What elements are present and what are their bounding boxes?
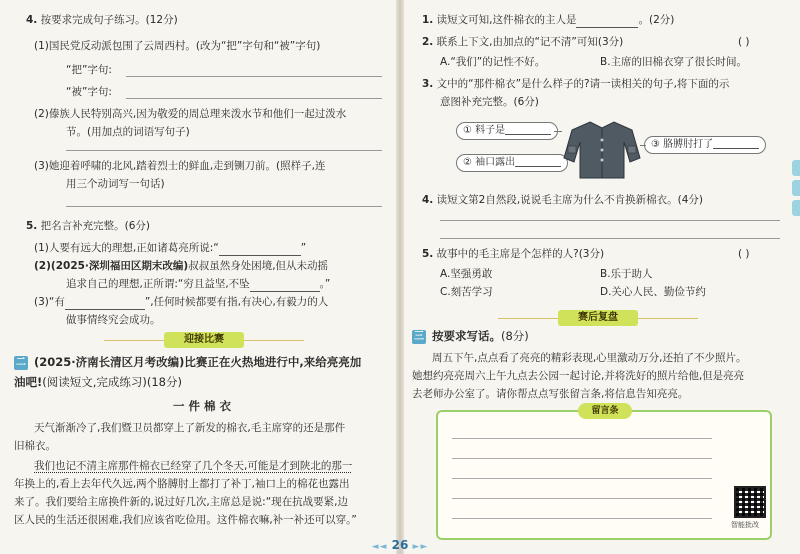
ba-answer-line[interactable]: [126, 76, 382, 77]
r-q1-number: 1.: [422, 14, 434, 26]
q5-heading: [26, 218, 150, 234]
q4-s3a: (3)她迎着呼啸的北风,踏着烈士的鲜血,走到铡刀前。(照样子,连: [34, 160, 326, 172]
qr-code-icon[interactable]: [734, 486, 766, 518]
section-three-title: 按要求写话。: [432, 329, 501, 343]
r-q4-answer-line-2[interactable]: [440, 238, 780, 239]
diagram-box-elbow: [644, 136, 766, 154]
section-two-head-b-rest: (阅读短文,完成练习)(18分): [42, 375, 182, 389]
r-q2-optA: A.“我们”的记性不好。: [440, 56, 546, 68]
r-q4-number: 4.: [422, 194, 434, 206]
q4-s2b: 节。(用加点的词语写句子): [66, 126, 190, 138]
next-arrows-icon: ►►: [412, 542, 429, 552]
prev-arrows-icon: ◄◄: [371, 542, 388, 552]
s3-answer-line[interactable]: [66, 206, 382, 207]
cotton-jacket-illustration: [562, 118, 642, 180]
q5-number: 5.: [26, 220, 38, 232]
r-q5-optA: A.坚强勇敢: [440, 268, 493, 280]
section-two-badge: 二: [16, 357, 26, 368]
bei-label: “被”字句:: [66, 86, 112, 98]
section-two-head-a: (2025·济南长清区月考改编)比赛正在火热地进行中,来给亮亮加: [34, 355, 362, 369]
r-q2: [422, 34, 623, 50]
story-p2c: 来了。我们要给主席换件新的,说过好几次,主席总是说:“现在抗战要紧,边: [14, 496, 348, 508]
q5-s1-end: ”: [300, 242, 307, 254]
side-tab-2: [792, 180, 800, 196]
side-tab-1: [792, 160, 800, 176]
q5-s2b: [66, 276, 330, 292]
q4-title: 按要求完成句子练习。(12分): [40, 14, 178, 26]
box3-label: ③ 胳膊肘打了: [651, 139, 714, 150]
q5-s2b-text: 追求自己的理想,正所谓:“穷且益坚,不坠: [66, 278, 250, 290]
section-two-head-b-bold: 油吧!: [14, 375, 43, 389]
r-q2-answer-paren[interactable]: ( ): [738, 36, 750, 48]
r-q2-number: 2.: [422, 36, 434, 48]
r-q5-text: 故事中的毛主席是个怎样的人?(3分): [436, 248, 605, 260]
story-p2a: [34, 458, 352, 474]
message-note-title: 留言条: [578, 403, 632, 419]
q4-number: 4.: [26, 14, 38, 26]
page-footer: [0, 538, 800, 554]
note-line-1[interactable]: [452, 438, 712, 439]
side-tab-3: [792, 200, 800, 216]
q5-s1: [34, 240, 306, 256]
section-ribbon-compete: 迎接比赛: [164, 332, 244, 348]
q5-s2b-end: 。”: [319, 278, 331, 290]
story-title: 一件棉衣: [173, 399, 235, 413]
s2-answer-line[interactable]: [66, 150, 382, 151]
note-line-3[interactable]: [452, 478, 712, 479]
r-q2-optB: B.主席的旧棉衣穿了很长时间。: [600, 56, 748, 68]
section-three-p3: 去老师办公室了。请你帮点点写张留言条,将信息告知亮亮。: [412, 388, 689, 400]
r-q3-number: 3.: [422, 78, 434, 90]
r-q5: [422, 246, 604, 262]
r-q3-text-a: 文中的“那件棉衣”是什么样子的?请一读相关的句子,将下面的示: [436, 78, 730, 90]
r-q3-a: [422, 76, 729, 92]
q5-s3b: 做事情终究会成功。: [66, 314, 161, 326]
page-gutter: [396, 0, 404, 554]
q5-s2-tag: (2)(2025·深圳福田区期末改编): [34, 260, 189, 272]
r-q5-optD: D.关心人民、勤俭节约: [600, 286, 706, 298]
section-three-badge: 三: [414, 331, 424, 342]
q4-heading: [26, 12, 178, 28]
section-three-p1: 周五下午,点点看了亮亮的精彩表现,心里激动万分,还拍了不少照片。: [432, 352, 747, 364]
q5-s3a-text: (3)“有: [34, 296, 65, 308]
q5-s2a: [34, 258, 328, 274]
box2-blank[interactable]: [515, 157, 561, 167]
story-p2d: 区人民的生活还很困难,我们应该省吃俭用。这件棉衣嘛,补一补还可以穿。”: [14, 514, 357, 526]
story-p2b: 年换上的,看上去年代久远,两个胳膊肘上都打了补丁,袖口上的棉花也露出: [14, 478, 350, 490]
story-p1b: 旧棉衣。: [14, 440, 56, 452]
q5-s2a-text: 叔叔虽然身处困境,但从未动摇: [188, 260, 329, 272]
note-line-4[interactable]: [452, 498, 712, 499]
page-number: 26: [391, 538, 409, 552]
story-p2a-text: 我们也记不清主席那件棉衣已经穿了几个冬天,可能是才到陕北的那一: [34, 460, 353, 472]
r-q1-text: 读短文可知,这件棉衣的主人是: [436, 14, 577, 26]
q5-s3a: [34, 294, 328, 310]
box1-blank[interactable]: [505, 125, 551, 135]
qr-label: 智能批改: [731, 521, 759, 529]
r-q5-optB: B.乐于助人: [600, 268, 653, 280]
r-q4-text: 读短文第2自然段,说说毛主席为什么不肯换新棉衣。(4分): [436, 194, 704, 206]
diagram-box-cuff: [456, 154, 568, 172]
message-note-board: [436, 406, 772, 540]
story-p1a: 天气渐渐冷了,我们暨卫员都穿上了新发的棉衣,毛主席穿的还是那件: [34, 422, 346, 434]
r-q5-answer-paren[interactable]: ( ): [738, 248, 750, 260]
box2-label: ② 袖口露出: [463, 157, 516, 168]
r-q1-score: 。(2分): [638, 14, 675, 26]
q5-s1-blank[interactable]: [219, 244, 301, 256]
r-q4: [422, 192, 703, 208]
section-three-p2: 她想约亮亮周六上午九点去公园一起讨论,并将洗好的照片给他,但是亮亮: [412, 370, 745, 382]
r-q2-text: 联系上下文,由加点的“记不清”可知(3分): [436, 36, 624, 48]
section-two-head-b: [14, 374, 182, 392]
q4-s1: (1)国民党反动派包围了云周西村。(改为“把”字句和“被”字句): [34, 40, 321, 52]
bei-answer-line[interactable]: [126, 98, 382, 99]
q5-s1-text: (1)人要有远大的理想,正如诸葛亮所说:“: [34, 242, 219, 254]
r-q4-answer-line-1[interactable]: [440, 220, 780, 221]
left-column: [14, 0, 388, 540]
note-line-5[interactable]: [452, 518, 712, 519]
note-line-2[interactable]: [452, 458, 712, 459]
q5-s3-blank[interactable]: [65, 298, 145, 310]
q5-s3a-end: ”,任何时候都要有指,有决心,有毅力的人: [144, 296, 329, 308]
r-q5-optC: C.刻苦学习: [440, 286, 493, 298]
r-q1-blank[interactable]: [576, 16, 638, 28]
q5-title: 把名言补充完整。(6分): [40, 220, 151, 232]
diagram-box-fabric: [456, 122, 558, 140]
q4-s3b: 用三个动词写一句话): [66, 178, 165, 190]
r-q5-number: 5.: [422, 248, 434, 260]
r-q3-b: 意图补充完整。(6分): [440, 96, 539, 108]
connector-1: [554, 131, 562, 132]
box1-label: ① 料子是: [463, 125, 506, 136]
section-three-score: (8分): [501, 329, 529, 343]
r-q1: [422, 12, 674, 28]
box3-blank[interactable]: [713, 139, 759, 149]
section-three-head: [432, 328, 529, 346]
q4-s2a: (2)傣族人民特别高兴,因为敬爱的周总理来泼水节和他们一起过泼水: [34, 108, 347, 120]
ba-label: “把”字句:: [66, 64, 112, 76]
q5-s2-blank[interactable]: [250, 280, 320, 292]
section-ribbon-review: 赛后复盘: [558, 310, 638, 326]
